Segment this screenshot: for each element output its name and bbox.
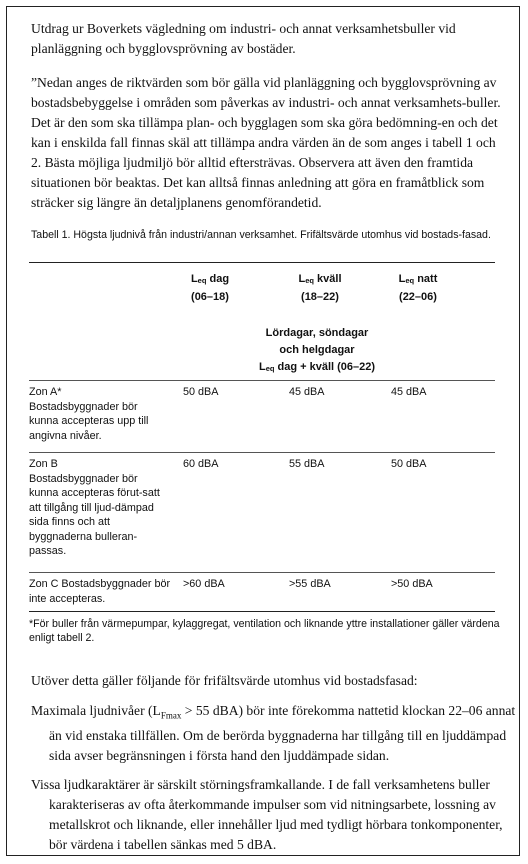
zone-label: Zon B [29, 458, 58, 470]
table-row [29, 457, 169, 559]
header-bottom-rule [29, 380, 495, 381]
zone-description: Bostadsbyggnader bör kunna accepteras upp till angivna nivåer. [29, 400, 149, 442]
zone-description: Bostadsbyggnader bör kunna accepteras förut-satt att tillgång till ljud-dämpad sida finns och att byggnaderna bulleran-passas. [29, 472, 160, 557]
value-natt: 50 dBA [391, 458, 427, 470]
value-kvall: >55 dBA [289, 578, 331, 590]
table-row [29, 577, 179, 606]
header-leq-natt: Leq natt (22–06) [398, 273, 438, 303]
weekend-header: Lördagar, söndagar och helgdagar Leq dag + kväll (06–22) [258, 327, 376, 373]
table-top-rule [29, 262, 495, 263]
header-leq-dag: Leq dag (06–18) [190, 273, 230, 303]
zone-label: Zon C [29, 578, 59, 590]
zone-label: Zon A* [29, 386, 62, 398]
quote-paragraph: ”Nedan anges de riktvärden som bör gälla vid planläggning och bygglovsprövning av bostadsbebyggelse i områden som påverkas av industri- och annat verksamhets-buller. Det är den som ska tillämpa plan- och bygglagen som ska göra bedömning-en och det kan i enskilda fall finnas skäl att tillämpa andra värden än de som anges i tabell 1 och 2. Bästa möjliga ljudmiljö bör alltid eftersträvas. Observera att även den framtida situationen bör beaktas. Det kan alltså finnas anledning att göra en framåtblick som sträcker sig längre än detaljplanens genomförandetid. [31, 75, 501, 210]
table-footnote: *För buller från värmepumpar, kylaggregat, ventilation och liknande yttre installationer gäller värdena enligt tabell 2. [29, 618, 500, 644]
value-kvall: 45 dBA [289, 386, 325, 398]
value-kvall: 55 dBA [289, 458, 325, 470]
table-row [29, 385, 169, 443]
document-frame [6, 6, 520, 856]
header-leq-kvall: Leq kväll (18–22) [298, 273, 342, 303]
row-rule [29, 452, 495, 453]
table-caption: Tabell 1. Högsta ljudnivå från industri/annan verksamhet. Frifältsvärde utomhus vid bostads-fasad. [31, 229, 491, 241]
intro-paragraph: Utdrag ur Boverkets vägledning om industri- och annat verksamhetsbuller vid planläggning och bygglovsprövning av bostäder. [31, 21, 456, 56]
value-natt: >50 dBA [391, 578, 433, 590]
zone-description: Bostadsbyggnader bör inte accepteras. [29, 578, 171, 605]
after-paragraph: Utöver detta gäller följande för frifältsvärde utomhus vid bostadsfasad: [31, 673, 418, 688]
row-rule [29, 572, 495, 573]
value-dag: >60 dBA [183, 578, 225, 590]
lmax-paragraph: Maximala ljudnivåer ($L_{Fmax} > 55$ dBA) bör inte förekomma nattetid klockan 22–06 annat än vid enstaka tillfällen. Om de berörda byggnaderna har tillgång till en ljuddämpad sida avser begränsningen i första hand den ljuddämpade sidan. [31, 703, 516, 763]
tonal-paragraph: Vissa ljudkaraktärer är särskilt störningsframkallande. I de fall verksamhetens buller karakteriseras av ofta återkommande impulser som vid nitningsarbete, lossning av metallskrot och liknande, eller innehåller ljud med tydligt hörbara tonkomponenter, bör värdena i tabellen sänkas med 5 dBA. [31, 777, 503, 852]
value-dag: 60 dBA [183, 458, 219, 470]
table-bottom-rule [29, 611, 495, 612]
value-dag: 50 dBA [183, 386, 219, 398]
value-natt: 45 dBA [391, 386, 427, 398]
